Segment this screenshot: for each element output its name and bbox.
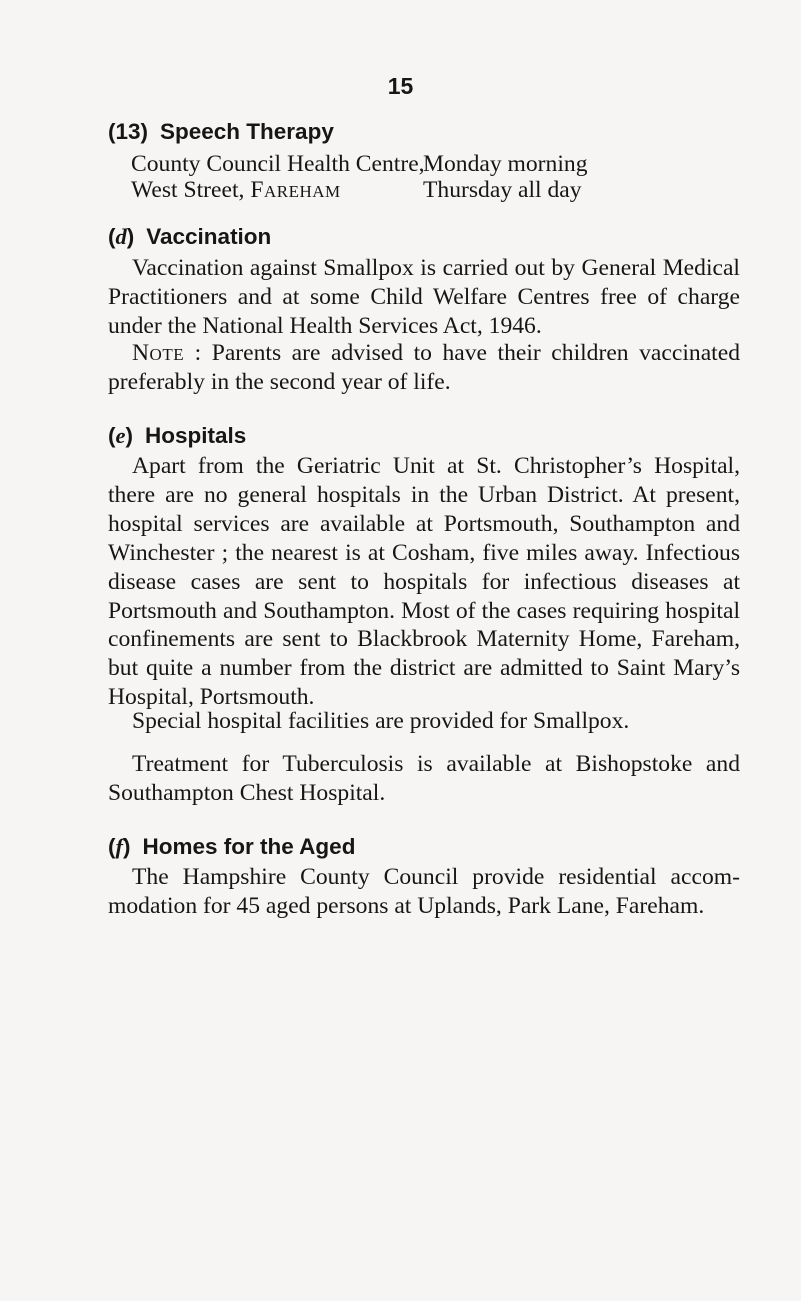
- section-title: Vaccination: [146, 224, 272, 249]
- section-letter: (f): [108, 834, 131, 859]
- section-number: (13): [108, 119, 149, 144]
- clinic-place-1: County Council Health Centre,: [131, 151, 425, 177]
- vaccination-note: [108, 339, 740, 397]
- section-title: Homes for the Aged: [142, 834, 356, 859]
- smallpox-paragraph: Special hospital facilities are provided for Smallpox.: [132, 708, 630, 734]
- heading-vaccination: [108, 223, 271, 251]
- heading-hospitals: [108, 422, 246, 450]
- heading-homes-for-aged: [108, 833, 355, 861]
- section-letter: (d): [108, 224, 135, 249]
- section-title: Speech Therapy: [160, 119, 334, 144]
- clinic-time-2: Thursday all day: [423, 177, 582, 203]
- vaccination-paragraph: Vaccination against Smallpox is carried out by General Medical Practitioners and at some Child Welfare Centres free of charge under the National Health Services Act, 1946.: [108, 255, 740, 339]
- heading-speech-therapy: [108, 118, 334, 146]
- clinic-place-2: [131, 176, 341, 204]
- note-text: : Parents are advised to have their children vaccinated preferably in the second year of life.: [108, 340, 740, 395]
- hospitals-paragraph: Apart from the Geriatric Unit at St. Christopher’s Hospital, there are no general hospitals in the Urban District. At present, hospital services are available at Portsmouth, Southampton and Winchester ; the nearest is at Cosham, five miles away. Infectious disease cases are sent to hospitals for infectious diseases at Portsmouth and Southampton. Most of the cases requiring hospital confinements are sent to Blackbrook Maternity Home, Fareham, but quite a number from the district are admitted to Saint Mary’s Hospital, Portsmouth.: [108, 453, 740, 711]
- clinic-street: West Street,: [131, 177, 245, 203]
- clinic-town: Fareham: [250, 177, 341, 203]
- section-letter: (e): [108, 423, 133, 448]
- note-label: Note: [132, 340, 185, 366]
- aged-paragraph: The Hampshire County Council provide residential accommodation for 45 aged persons at Uplands, Park Lane, Fareham.: [108, 864, 740, 919]
- tuberculosis-paragraph: Treatment for Tuberculosis is available at Bishopstoke and Southampton Chest Hospital.: [108, 751, 740, 806]
- page-number: 15: [387, 73, 414, 99]
- clinic-time-1: Monday morning: [423, 151, 588, 177]
- section-title: Hospitals: [145, 423, 247, 448]
